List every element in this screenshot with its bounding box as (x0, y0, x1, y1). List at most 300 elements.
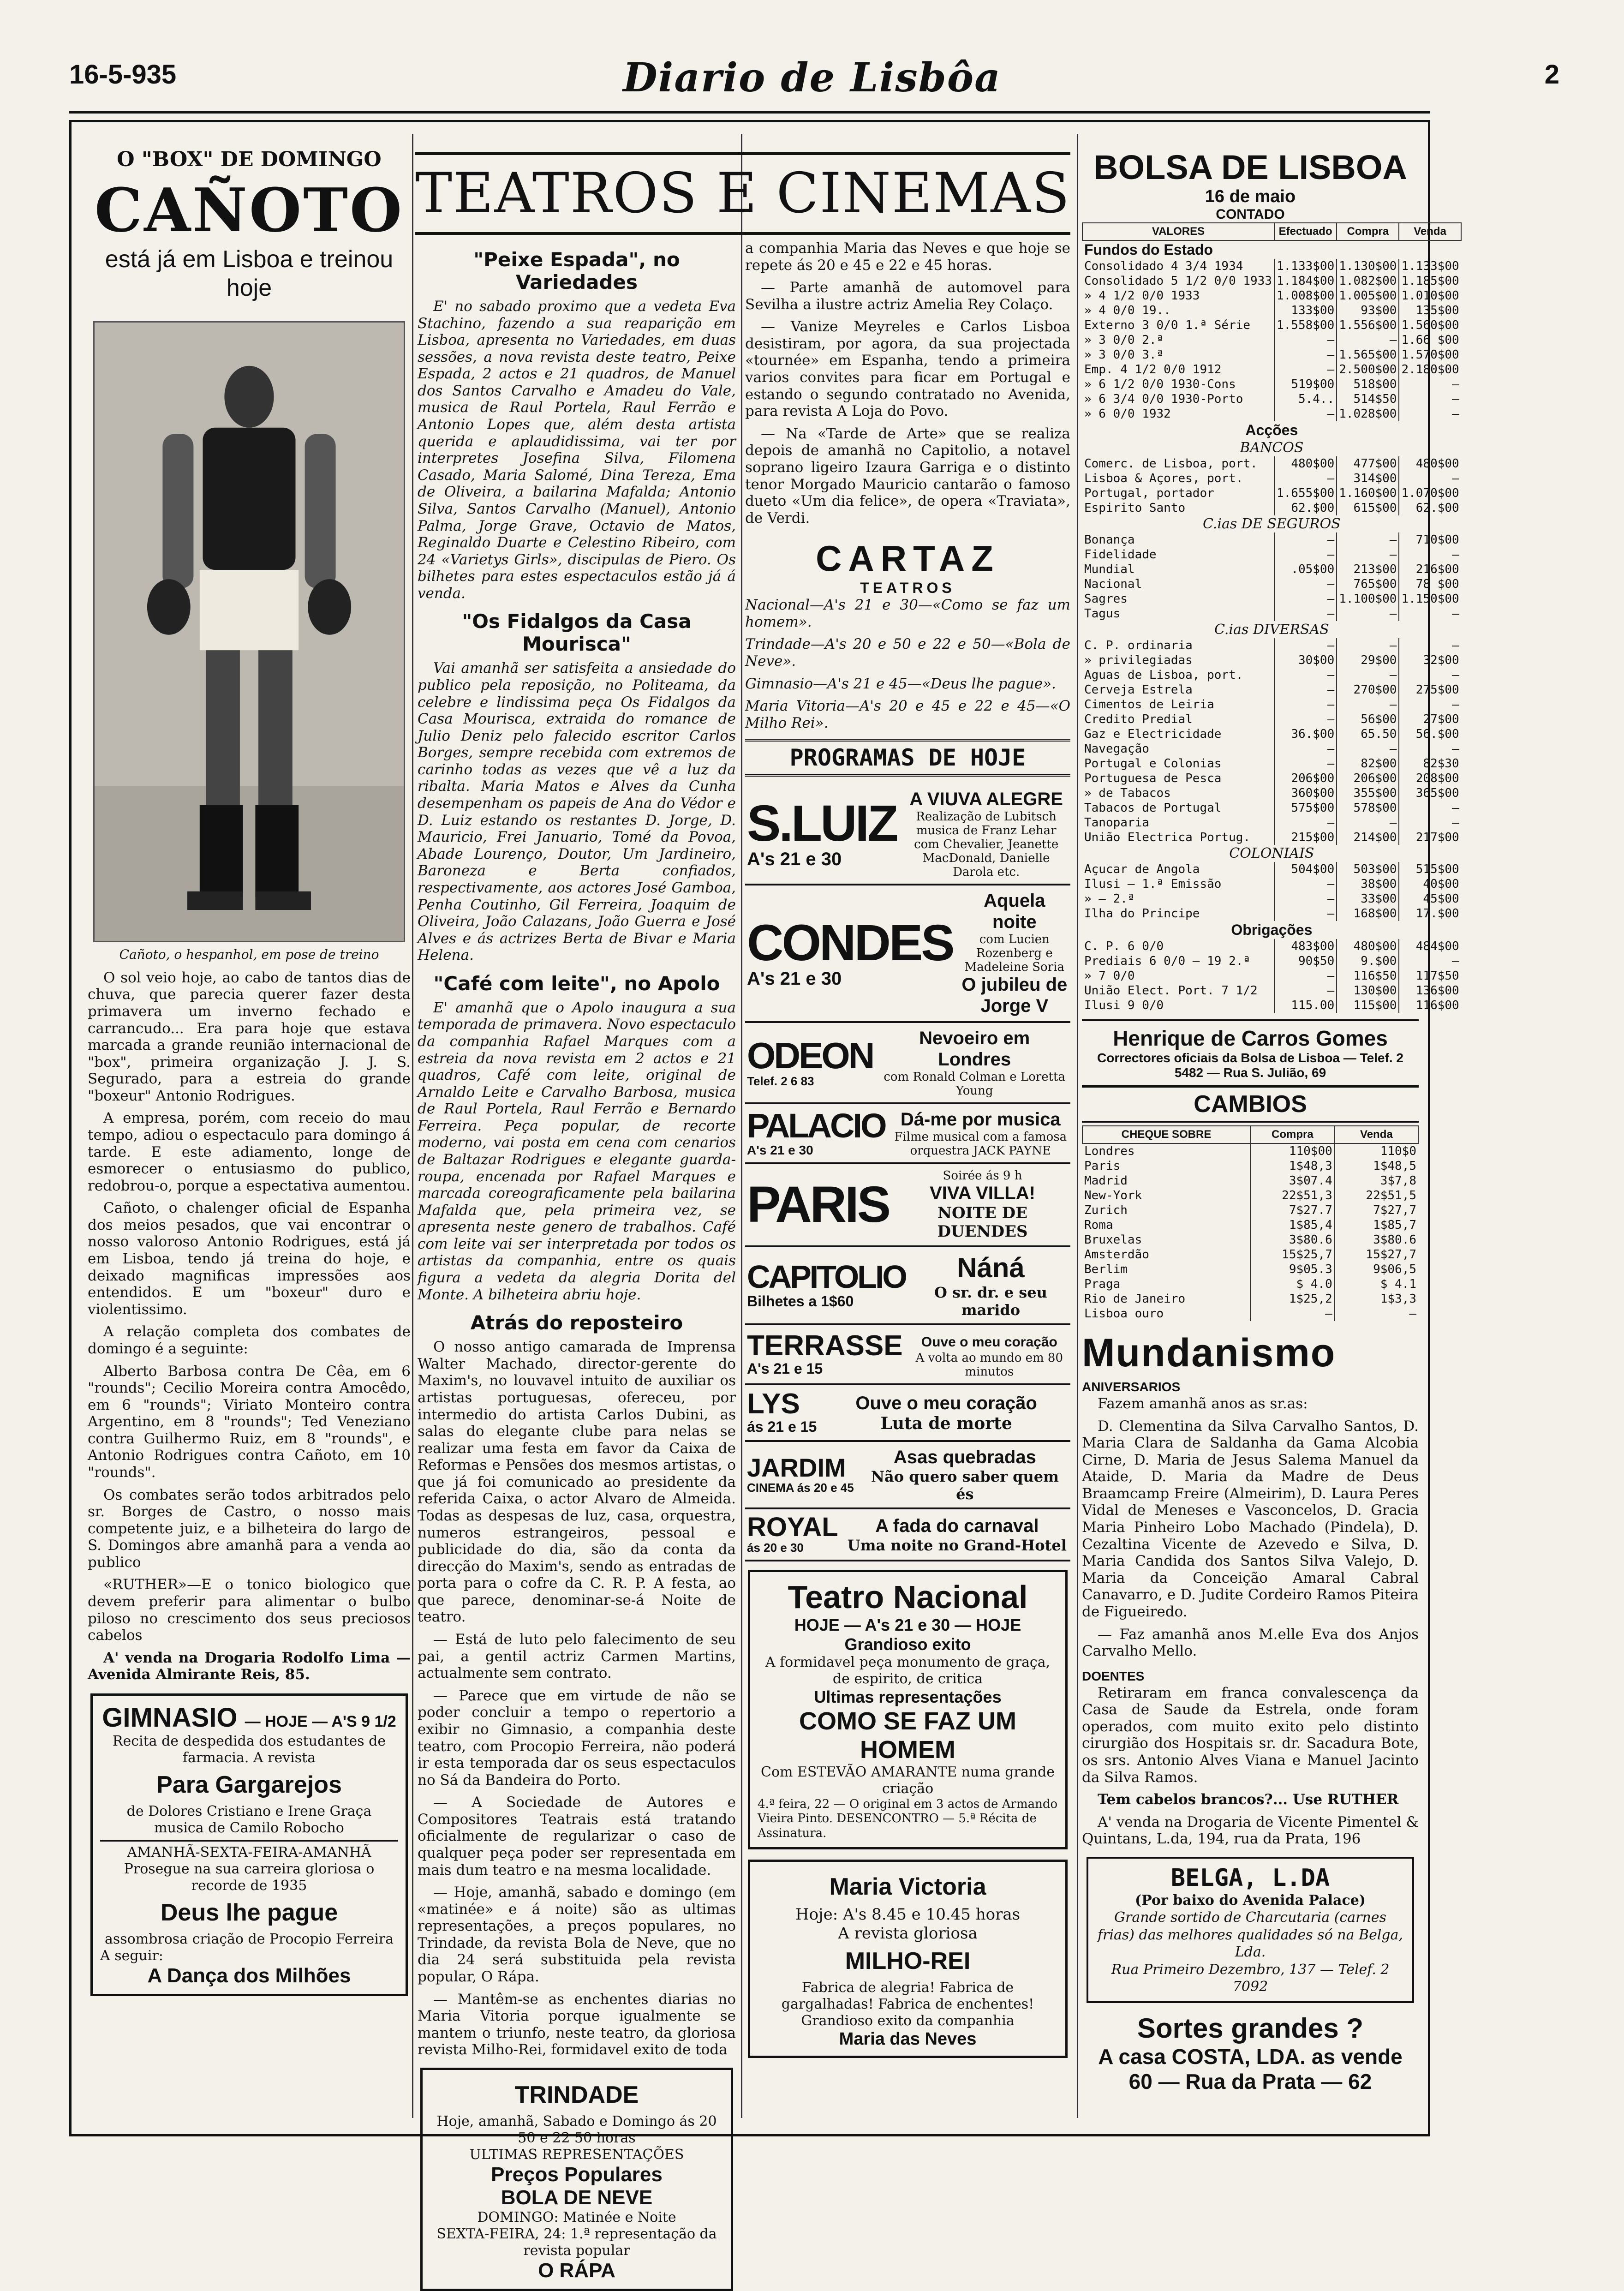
security-name: C. P. 6 0/0 (1084, 939, 1164, 953)
table-row (1082, 1247, 1418, 1262)
mv-line: Maria das Neves (839, 2029, 977, 2049)
news-heading: "Café com leite", no Apolo (433, 972, 720, 995)
security-name: Prediais 6 0/0 — 19 2.ª (1084, 954, 1251, 968)
currency-city: Rio de Janeiro (1084, 1292, 1186, 1306)
quote-value: — (1274, 362, 1337, 377)
security-name: Bonança (1084, 533, 1135, 547)
social-paragraph: — Faz amanhã anos M.elle Eva dos Anjos Carvalho Mello. (1082, 1626, 1419, 1660)
news-paragraph: — A Sociedade de Autores e Compositores Teatrais está tratando oficialmente de regularizar o caso de qualquer peça poder ser representada em mais dum teatro e na mesma localidade. (418, 1794, 736, 1878)
cinema-hours: A's 21 e 30 (747, 1143, 813, 1158)
news-heading: "Os Fidalgos da Casa Mourisca" (462, 610, 692, 656)
table-row (1082, 1262, 1418, 1277)
news-paragraph: E' amanhã que o Apolo inaugura a sua temporada de primavera. Novo espectaculo da companhia Rafael Marques com a estreia da nova revista em 2 actos e 21 quadros, Café com leite, original de Arnaldo Leite e Carvalho Barbosa, musica de Raul Portela, Raul Ferrão e Bernardo Ferreira. Peça popular, de recorte moderno, vai posta em cena com cenarios de Baltazar Rodrigues e elegante guarda-roupa, encenada por Rafael Marques e marcada coreograficamente pela bailarina Mafalda que, pela primeira vez, se apresenta neste genero de trabalhos. Café com leite vai ser interpretada por todos os artistas da companhia, entre os quais figura a vedeta da alegria Dorita del Monte. A bilheteira abriu hoje. (418, 999, 736, 1303)
security-name: C. P. ordinaria (1084, 639, 1193, 652)
table-row (1082, 939, 1461, 954)
headline: CAÑOTO (94, 175, 404, 245)
table-section: Acções (1245, 422, 1298, 438)
table-row (1082, 377, 1461, 392)
column-divider (1077, 134, 1078, 2118)
rate-value: 1$48,5 (1335, 1159, 1418, 1173)
quote-value: 62.$00 (1399, 501, 1461, 515)
table-row (1082, 303, 1461, 318)
security-name: » 7 0/0 (1084, 969, 1135, 983)
top-rule (69, 111, 1430, 114)
news-paragraph: — Parte amanhã de automovel para Sevilha a ilustre actriz Amelia Rey Colaço. (745, 279, 1070, 313)
quote-value: 215$00 (1274, 830, 1337, 845)
cinema-hours: A's 21 e 30 (747, 849, 842, 869)
cinema-film: Nevoeiro em Londres (919, 1028, 1030, 1070)
quote-value: — (1274, 697, 1337, 712)
cinema-hours: A's 21 e 15 (747, 1360, 823, 1377)
security-name: » 6 0/0 1932 (1084, 407, 1171, 421)
quote-value: .05$00 (1274, 562, 1337, 577)
quote-value: 710$00 (1399, 532, 1461, 547)
belga-line: (Por baixo do Avenida Palace) (1134, 1892, 1366, 1908)
cinema-name: ODEON (747, 1035, 873, 1076)
nacional-line: Com ESTEVÃO AMARANTE numa grande criação (760, 1764, 1055, 1797)
table-row (1082, 1232, 1418, 1247)
quote-value: 115.00 (1274, 998, 1337, 1013)
table-row (1082, 1143, 1418, 1159)
quote-value: — (1337, 742, 1399, 756)
currency-city: New-York (1084, 1189, 1142, 1202)
broker-name: Henrique de Carros Gomes (1082, 1019, 1419, 1051)
table-section: Fundos do Estado (1084, 241, 1213, 258)
quote-value: — (1274, 592, 1337, 606)
security-name: » 6 1/2 0/0 1930-Cons (1084, 377, 1236, 391)
quote-value: — (1337, 532, 1399, 547)
news-paragraph: a companhia Maria das Neves e que hoje se repete ás 20 e 45 e 22 e 45 horas. (745, 240, 1070, 274)
quote-value: 1.100$00 (1337, 592, 1399, 606)
quote-value: 168$00 (1337, 906, 1399, 921)
rate-value: 1$48,3 (1250, 1159, 1335, 1173)
col-header: Compra (1337, 223, 1399, 240)
quote-value: — (1337, 697, 1399, 712)
gimnasio-ad (90, 1693, 408, 1996)
rate-value: $ 4.1 (1335, 1277, 1418, 1292)
security-name: Externo 3 0/0 1.ª Série (1084, 318, 1251, 332)
mv-title: MILHO-REI (845, 1948, 971, 1975)
news-paragraph: — Está de luto pelo falecimento de seu pai, a gentil actriz Carmen Martins, actualmente sem contrato. (418, 1631, 736, 1682)
quote-value: — (1274, 532, 1337, 547)
ruther-ad-address: A' venda na Drogaria Rodolfo Lima —Avenida Almirante Reis, 85. (88, 1649, 411, 1683)
cinema-name: ROYAL (747, 1512, 838, 1543)
nacional-line: Ultimas representações (814, 1687, 1002, 1707)
quote-value: — (1274, 815, 1337, 830)
maria-vitoria-ad (748, 1860, 1068, 2058)
trindade-line: Preços Populares (491, 2163, 663, 2186)
table-row (1082, 742, 1461, 756)
table-row (1082, 577, 1461, 592)
rate-value: 15$25,7 (1250, 1247, 1335, 1262)
quote-value: 1.150$00 (1399, 592, 1461, 606)
programas-header: PROGRAMAS DE HOJE (745, 739, 1070, 777)
exchange-table (1082, 1125, 1419, 1321)
quote-value: 1.005$00 (1337, 288, 1399, 303)
quote-value: — (1274, 333, 1337, 347)
quote-value: — (1274, 877, 1337, 891)
cinema-detail: Uma noite no Grand-Hotel (847, 1536, 1067, 1554)
sortes-line: 60 — Rua da Prata — 62 (1128, 2069, 1372, 2094)
listing: Maria Vitoria—A's 20 e 45 e 22 e 45—«O Milho Rei». (745, 698, 1070, 731)
quote-value: 208$00 (1399, 771, 1461, 786)
table-row (1082, 1292, 1418, 1306)
table-section: BANCOS (1240, 440, 1304, 456)
rate-value: 1$85,4 (1250, 1218, 1335, 1232)
security-name: Consolidado 4 3/4 1934 (1084, 259, 1243, 273)
currency-city: Roma (1084, 1218, 1113, 1232)
quote-value: 1.556$00 (1337, 318, 1399, 333)
table-row (1082, 1173, 1418, 1188)
quote-value: 1.010$00 (1399, 288, 1461, 303)
table-row (1082, 969, 1461, 983)
table-row (1082, 891, 1461, 906)
col-header: Efectuado (1274, 223, 1337, 240)
quote-value: — (1399, 392, 1461, 407)
cartaz-title: CARTAZ (816, 538, 1000, 579)
social-paragraph: Retiraram em franca convalescença da Casa de Saude da Estrela, onde foram operados, com muito exito pelo distinto cirurgião dos Hospitais sr. dr. Sacadura Bote, os srs. Antonio Alves Viana e Manuel Jacinto da Silva Ramos. (1082, 1684, 1419, 1786)
subheadline: está já em Lisboa e treinou hoje (105, 246, 394, 302)
quote-value: — (1274, 606, 1337, 621)
bolsa-contado: CONTADO (1216, 207, 1285, 222)
quote-value: 117$50 (1399, 969, 1461, 983)
listing: Trindade—A's 20 e 50 e 22 e 50—«Bola de Neve». (745, 636, 1070, 670)
table-row (1082, 274, 1461, 288)
rate-value: $ 4.0 (1250, 1277, 1335, 1292)
table-row (1082, 712, 1461, 727)
table-row (1082, 727, 1461, 742)
security-name: Cimentos de Leiria (1084, 698, 1214, 712)
nacional-title: COMO SE FAZ UM HOMEM (799, 1707, 1016, 1764)
table-row (1082, 1277, 1418, 1292)
quote-value: 116$50 (1337, 969, 1399, 983)
quote-value: 765$00 (1337, 577, 1399, 592)
cinema-name: TERRASSE (747, 1329, 903, 1362)
currency-city: Bruxelas (1084, 1233, 1142, 1247)
quote-value: — (1399, 697, 1461, 712)
security-name: Ilusi — 1.ª Emissão (1084, 877, 1222, 891)
quote-value: — (1337, 606, 1399, 621)
quote-value: 1.160$00 (1337, 486, 1399, 501)
quote-value: — (1337, 638, 1399, 653)
cambios-title: CAMBIOS (1082, 1085, 1419, 1123)
quote-value: 217$00 (1399, 830, 1461, 845)
sortes-line: A casa COSTA, LDA. as vende (1098, 2044, 1403, 2069)
gimnasio-hours: — HOJE — A'S 9 1/2 (245, 1712, 396, 1730)
quote-value: 575$00 (1274, 801, 1337, 815)
quote-value: — (1337, 668, 1399, 682)
news-paragraph: — Parece que em virtude de não se poder concluir a tempo o repertorio a exibir no Gimnasio, a companhia deste teatro, com Procopio Ferreira, não poderá ir esta temporada dar os seus espectaculos no Sá da Bandeira do Porto. (418, 1687, 736, 1789)
security-name: Portugal e Colonias (1084, 757, 1222, 771)
currency-city: Paris (1084, 1159, 1121, 1173)
cinema-detail: Luta de morte (880, 1413, 1012, 1433)
table-row (1082, 486, 1461, 501)
column-divider (741, 134, 742, 2118)
cinema-ad (745, 1509, 1070, 1561)
table-row (1082, 954, 1461, 969)
belga-line: Grande sortido de Charcutaria (carnes frias) das melhores qualidades só na Belga, Lda. (1097, 1909, 1403, 1961)
quote-value: 1.560$00 (1399, 318, 1461, 333)
security-name: Ilha do Principe (1084, 907, 1200, 921)
mv-name: Maria Victoria (829, 1873, 986, 1900)
boxer-photo (93, 321, 405, 942)
table-row (1082, 259, 1461, 274)
cinema-name: CONDES (747, 914, 953, 971)
quote-value: — (1399, 407, 1461, 421)
security-name: » 4 0/0 19.. (1084, 304, 1171, 317)
quote-value: 82$30 (1399, 756, 1461, 771)
table-row (1082, 668, 1461, 682)
listing: Nacional—A's 21 e 30—«Como se faz um homem». (745, 597, 1070, 630)
cartaz-subtitle: TEATROS (860, 580, 955, 597)
belga-line: Rua Primeiro Dezembro, 137 — Telef. 2 7092 (1111, 1961, 1390, 1995)
cinema-film: A fada do carnaval (875, 1515, 1039, 1536)
quote-value: 32$00 (1399, 653, 1461, 668)
security-name: » de Tabacos (1084, 786, 1171, 800)
quote-value: 1.565$00 (1337, 347, 1399, 362)
quote-value: — (1399, 668, 1461, 682)
quote-value: — (1274, 471, 1337, 486)
quote-value: 270$00 (1337, 682, 1399, 697)
article-paragraph: Alberto Barbosa contra De Cêa, em 6 "rounds"; Cecilio Moreira contra Amocêdo, em 6 "rounds"; Viriato Monteiro contra Argentino, em 8 "rounds"; Ted Veneziano contra Guilhermo Ruiz, em 8 "rounds", e Antonio Rodrigues contra Cañoto, em 10 "rounds". (88, 1363, 411, 1481)
rate-value: 7$27,7 (1335, 1203, 1418, 1218)
quote-value: 477$00 (1337, 456, 1399, 471)
news-paragraph: Vai amanhã ser satisfeita a ansiedade do publico pela reposição, no Politeama, da celebre e lindissima peça Os Fidalgos da Casa Mourisca, extraida do romance de Julio Deniz pelo falecido escritor Carlos Borges, sempre recebida com extremos de carinho todas as vezes que vê a luz da ribalta. Maria Matos e Alves da Cunha desempenham os papeis de Ana do Védor e D. Luiz estando os restantes D. Jorge, D. Mauricio, Frei Januario, Tomé da Povoa, Abade Lourenço, Doutor, Um Jardineiro, Baroneza e Berta confiados, respectivamente, aos actores José Gamboa, Penha Coutinho, Gil Ferreira, Joaquim de Oliveira, João Calazans, João Guerra e José Alves e ás actrizes Berta de Bivar e Maria Helena. (418, 660, 736, 964)
cinema-name: LYS (747, 1388, 800, 1420)
gimnasio-title: Deus lhe pague (160, 1899, 338, 1926)
rate-value: 1$3,3 (1335, 1292, 1418, 1306)
article-paragraph: Os combates serão todos arbitrados pelo sr. Borges de Castro, o nosso mais competente juiz, e a bilheteira do largo de S. Domingos abre amanhã para a venda ao publico (88, 1486, 411, 1571)
gimnasio-line: Recita de despedida dos estudantes de farmacia. A revista (112, 1733, 386, 1766)
security-name: Comerc. de Lisboa, port. (1084, 457, 1258, 471)
security-name: Aguas de Lisboa, port. (1084, 668, 1243, 682)
quote-value: 133$00 (1274, 303, 1337, 318)
gimnasio-line: AMANHÃ-SEXTA-FEIRA-AMANHÃ Prosegue na sua carreira gloriosa o recorde de 1935 (100, 1840, 398, 1894)
rate-value: 22$51,3 (1250, 1188, 1335, 1203)
nacional-line: 4.ª feira, 22 — O original em 3 actos de Armando Vieira Pinto. DESENCONTRO — 5.ª Récita de Assinatura. (758, 1797, 1058, 1840)
security-name: Consolidado 5 1/2 0/0 1933 (1084, 274, 1272, 288)
bolsa-title: BOLSA DE LISBOA (1093, 148, 1407, 186)
trindade-title: O RÁPA (538, 2259, 615, 2282)
rate-value: 3$07.4 (1250, 1173, 1335, 1188)
security-name: Portuguesa de Pesca (1084, 772, 1222, 785)
cinema-film: Aquela noite (984, 891, 1045, 933)
cinema-name: PALACIO (747, 1107, 885, 1145)
security-name: Tabacos de Portugal (1084, 801, 1222, 815)
quote-value: 1.008$00 (1274, 288, 1337, 303)
rate-value: 3$7,8 (1335, 1173, 1418, 1188)
article-paragraph: A empresa, porém, com receio do mau tempo, adiou o espectaculo para domingo á tarde. E este adiamento, longe de esmorecer o entusiasmo do publico, redobrou-o, porque a espectativa aumentou. (88, 1110, 411, 1194)
table-row (1082, 547, 1461, 562)
rate-value: 7$27.7 (1250, 1203, 1335, 1218)
quote-value: 62.$00 (1274, 501, 1337, 515)
cinema-hours: Soirée ás 9 h (943, 1169, 1022, 1183)
rate-value: 3$80.6 (1335, 1232, 1418, 1247)
quote-value: 615$00 (1337, 501, 1399, 515)
trindade-line: Hoje, amanhã, Sabado e Domingo ás 20 50 e 22 50 horas (436, 2113, 717, 2146)
quote-value: 1.184$00 (1274, 274, 1337, 288)
table-row (1082, 801, 1461, 815)
cinema-film: A VIUVA ALEGRE (909, 789, 1063, 810)
article-paragraph: O sol veio hoje, ao cabo de tantos dias de chuva, que parecia querer fazer desta primavera um inverno fechado e carrancudo... Era para hoje que estava marcada a grande reunião internacional de "box", primeira organização J. J. S. Segurado, para a estreia do grande "boxeur" Antonio Rodrigues. (88, 969, 411, 1104)
quote-value: 206$00 (1337, 771, 1399, 786)
cinema-extra: O jubileu de Jorge V (961, 975, 1068, 1017)
cinema-detail: com Ronald Colman e Loretta Young (884, 1070, 1065, 1098)
cinema-name: JARDIM (747, 1453, 846, 1482)
rate-value: 1$85,7 (1335, 1218, 1418, 1232)
quote-value: 56.$00 (1399, 727, 1461, 742)
quote-value: 480$00 (1399, 456, 1461, 471)
table-row (1082, 862, 1461, 877)
trindade-line: SEXTA-FEIRA, 24: 1.ª representação da revista popular (436, 2225, 717, 2259)
table-row (1082, 906, 1461, 921)
quote-value: 130$00 (1337, 983, 1399, 998)
stock-table (1082, 222, 1462, 1013)
quote-value: 78 $00 (1399, 577, 1461, 592)
cinema-hours: Bilhetes a 1$60 (747, 1293, 854, 1310)
table-row (1082, 877, 1461, 891)
cinema-film: Ouve o meu coração (921, 1334, 1057, 1350)
quote-value: 1.655$00 (1274, 486, 1337, 501)
quote-value: 515$00 (1399, 862, 1461, 877)
quote-value: — (1274, 547, 1337, 562)
social-paragraph: Fazem amanhã anos as sr.as: (1098, 1395, 1308, 1412)
table-row (1082, 456, 1461, 471)
table-row (1082, 983, 1461, 998)
currency-city: Londres (1084, 1144, 1135, 1158)
quote-value: 135$00 (1399, 303, 1461, 318)
security-name: Mundial (1084, 562, 1135, 576)
cinema-ad (745, 1164, 1070, 1247)
quote-value: 1.028$00 (1337, 407, 1399, 421)
rate-value: 1$25,2 (1250, 1292, 1335, 1306)
security-name: » 6 3/4 0/0 1930-Porto (1084, 392, 1243, 406)
trindade-line: DOMINGO: Matinée e Noite (477, 2209, 676, 2225)
rate-value: 9$05.3 (1250, 1262, 1335, 1277)
quote-value: 480$00 (1274, 456, 1337, 471)
security-name: União Electrica Portug. (1084, 831, 1251, 844)
cinema-ad (745, 1385, 1070, 1442)
quote-value: 1.558$00 (1274, 318, 1337, 333)
quote-value: 116$00 (1399, 998, 1461, 1013)
security-name: » — 2.ª (1084, 892, 1135, 906)
sortes-title: Sortes grandes ? (1137, 2012, 1364, 2044)
currency-city: Amsterdão (1084, 1248, 1149, 1262)
quote-value: — (1337, 547, 1399, 562)
currency-city: Berlim (1084, 1262, 1128, 1276)
security-name: Tanoparia (1084, 816, 1149, 830)
security-name: Açucar de Angola (1084, 862, 1200, 876)
quote-value: 503$00 (1337, 862, 1399, 877)
quote-value: 33$00 (1337, 891, 1399, 906)
table-row (1082, 471, 1461, 486)
cinema-name: S.LUIZ (747, 795, 897, 852)
gimnasio-title: Para Gargarejos (156, 1771, 342, 1798)
rate-value: 110$0 (1335, 1143, 1418, 1159)
quote-value: — (1274, 407, 1337, 421)
table-row (1082, 333, 1461, 347)
cinema-ad (745, 784, 1070, 885)
col-header: VALORES (1082, 223, 1274, 240)
subsection: DOENTES (1082, 1669, 1145, 1683)
nacional-line: HOJE — A's 21 e 30 — HOJE (794, 1615, 1021, 1635)
cinema-detail: Filme musical com a famosa orquestra JACK PAYNE (894, 1130, 1067, 1158)
news-paragraph: — Na «Tarde de Arte» que se realiza depois de amanhã no Capitolio, a notavel soprano ligeiro Izaura Garriga e o distinto tenor Morgado Mauricio cantarão o famoso dueto «Um dia felice», de opera «Traviata», de Verdi. (745, 425, 1070, 526)
quote-value: 1.133$00 (1274, 259, 1337, 274)
cinema-hours: Telef. 2 6 83 (747, 1074, 814, 1088)
cinema-ad (745, 1247, 1070, 1325)
quote-value: 578$00 (1337, 801, 1399, 815)
cinema-ad (745, 1023, 1070, 1104)
quote-value: 40$00 (1399, 877, 1461, 891)
quote-value: — (1399, 547, 1461, 562)
nacional-ad (748, 1570, 1068, 1849)
security-name: Lisboa & Açores, port. (1084, 472, 1243, 485)
rate-value: 9$06,5 (1335, 1262, 1418, 1277)
quote-value: 9.$00 (1337, 954, 1399, 969)
quote-value: — (1274, 712, 1337, 727)
gimnasio-line: A seguir: (100, 1947, 163, 1964)
table-row (1082, 606, 1461, 621)
rate-value: — (1250, 1306, 1335, 1321)
currency-city: Zurich (1084, 1203, 1128, 1217)
cinema-detail: Não quero saber quem és (871, 1468, 1059, 1503)
ruther-ad-address: A' venda na Drogaria de Vicente Pimentel & Quintans, L.da, 194, rua da Prata, 196 (1082, 1813, 1419, 1848)
cinema-hours: CINEMA ás 20 e 45 (747, 1480, 854, 1495)
quote-value: 2.500$00 (1337, 362, 1399, 377)
quote-value: 1.66 $00 (1399, 333, 1461, 347)
table-row (1082, 532, 1461, 547)
column-boxing (88, 134, 411, 2123)
currency-city: Madrid (1084, 1174, 1128, 1188)
quote-value: — (1337, 333, 1399, 347)
quote-value: 216$00 (1399, 562, 1461, 577)
currency-city: Praga (1084, 1277, 1121, 1291)
cinema-film: Náná (957, 1252, 1025, 1284)
quote-value: 27$00 (1399, 712, 1461, 727)
quote-value: — (1274, 682, 1337, 697)
photo-caption: Cañoto, o hespanhol, em pose de treino (119, 946, 379, 962)
quote-value: — (1274, 668, 1337, 682)
quote-value: 45$00 (1399, 891, 1461, 906)
table-row (1082, 1306, 1418, 1321)
table-row (1082, 830, 1461, 845)
quote-value: 365$00 (1399, 786, 1461, 801)
quote-value: 1.070$00 (1399, 486, 1461, 501)
col-header: CHEQUE SOBRE (1082, 1126, 1250, 1143)
trindade-name: TRINDADE (514, 2081, 639, 2108)
quote-value: 519$00 (1274, 377, 1337, 392)
cinema-detail: O sr. dr. e seu marido (934, 1284, 1047, 1319)
currency-city: Lisboa ouro (1084, 1307, 1164, 1321)
nacional-name: Teatro Nacional (788, 1579, 1028, 1615)
quote-value: 514$50 (1337, 392, 1399, 407)
table-row (1082, 786, 1461, 801)
cinema-ad (745, 1104, 1070, 1164)
quote-value: 504$00 (1274, 862, 1337, 877)
belga-name: BELGA, L.DA (1170, 1864, 1330, 1892)
news-heading: Atrás do reposteiro (470, 1311, 683, 1334)
security-name: Navegação (1084, 742, 1149, 756)
table-section: Obrigações (1231, 921, 1313, 938)
table-section: C.ias DIVERSAS (1214, 622, 1329, 638)
quote-value: 206$00 (1274, 771, 1337, 786)
quote-value: 1.130$00 (1337, 259, 1399, 274)
table-row (1082, 362, 1461, 377)
nacional-line: A formidavel peça monumento de graça, de espirito, de critica (765, 1654, 1051, 1687)
table-row (1082, 771, 1461, 786)
table-row (1082, 682, 1461, 697)
